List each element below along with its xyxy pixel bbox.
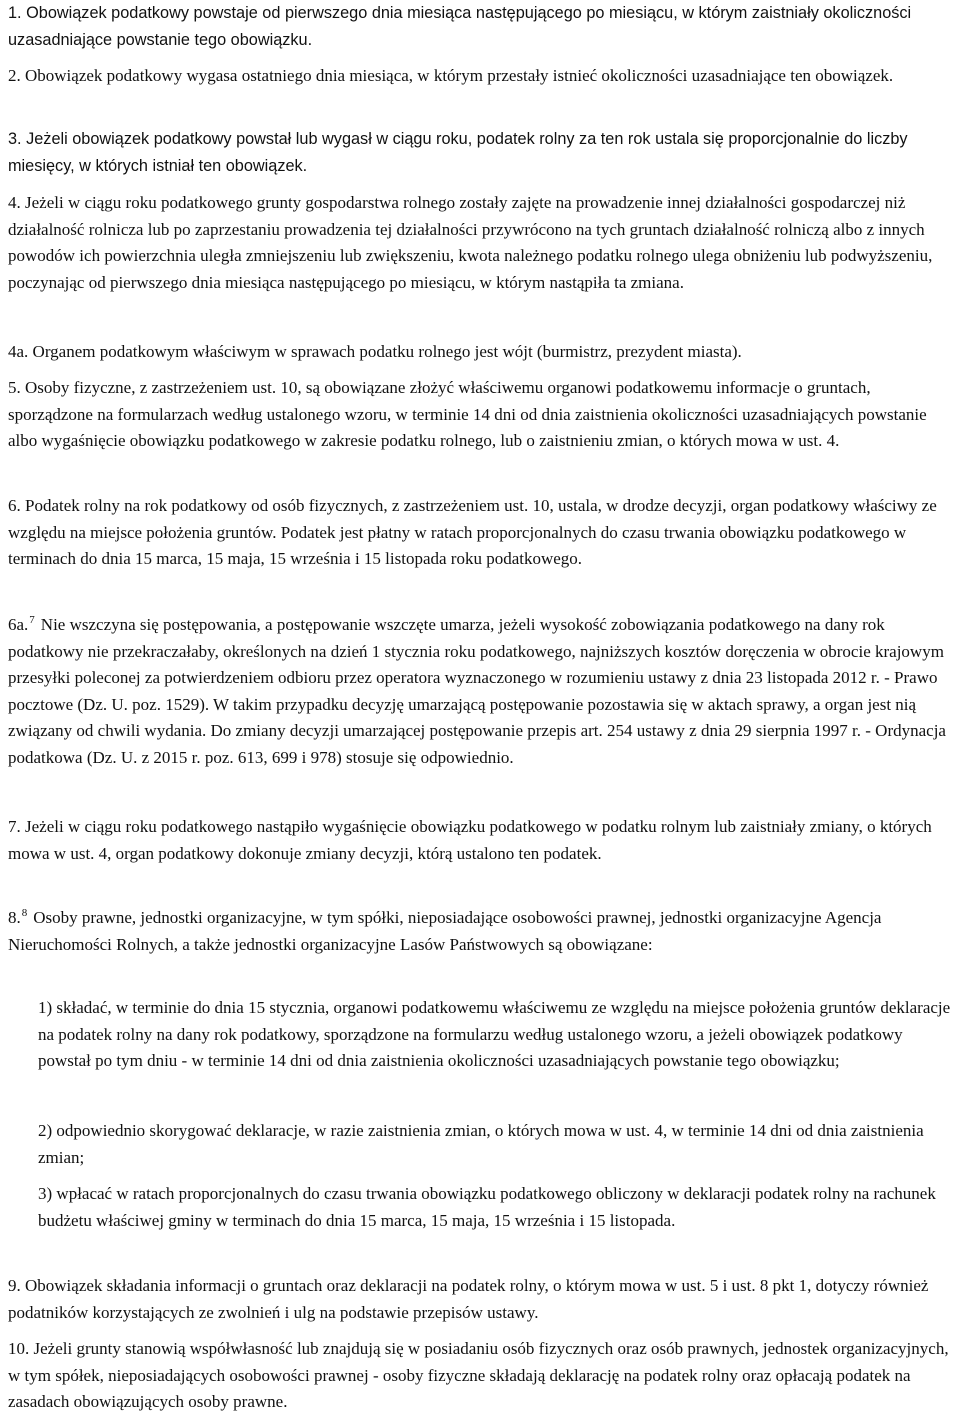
paragraph-4: 4. Jeżeli w ciągu roku podatkowego grunty gospodarstwa rolnego zostały zajęte na prowadzenie innej działalności gospodarczej niż działalność rolnicza lub po zaprzestaniu prowadzenia tej działalności przywrócono na tych gruntach działalność rolniczą albo z innych powodów ich powierzchnia uległa zmniejszeniu lub zwiększeniu, kwota należnego podatku rolnego ulega obniżeniu lub podwyższeniu, poczynając od pierwszego dnia miesiąca następującego po miesiącu, w którym nastąpiła ta zmiana.	[8, 193, 933, 292]
paragraph-6: 6. Podatek rolny na rok podatkowy od osób fizycznych, z zastrzeżeniem ust. 10, ustala, w drodze decyzji, organ podatkowy właściwy ze względu na miejsce położenia gruntów. Podatek jest płatny w ratach proporcjonalnych do czasu trwania obowiązku podatkowego w terminach do dnia 15 marca, 15 maja, 15 września i 15 listopada roku podatkowego.	[8, 496, 937, 568]
paragraph-6a-label: 6a.	[8, 615, 29, 634]
footnote-ref-8: 8	[21, 907, 28, 920]
paragraph-8-label: 8.	[8, 908, 21, 927]
paragraph-10: 10. Jeżeli grunty stanowią współwłasność lub znajdują się w posiadaniu osób fizycznych oraz osób prawnych, jednostek organizacyjnych, w tym spółek, nieposiadających osobowości prawnej - osoby fizyczne składają deklarację na podatek rolny oraz opłacają podatek na zasadach obowiązujących osoby prawne.	[8, 1339, 949, 1411]
list-item: 3) wpłacać w ratach proporcjonalnych do czasu trwania obowiązku podatkowego obliczony w deklaracji podatek rolny na rachunek budżetu właściwej gminy w terminach do dnia 15 marca, 15 maja, 15 września i 15 listopada.	[38, 1184, 936, 1230]
paragraph-6a-text: Nie wszczyna się postępowania, a postępowanie wszczęte umarza, jeżeli wysokość zobowiązania podatkowego na dany rok podatkowy nie przekraczałaby, określonych na dzień 1 stycznia roku podatkowego, najniższych kosztów doręczenia w obrocie krajowym przesyłki poleconej za potwierdzeniem odbioru przez operatora wyznaczonego w rozumieniu ustawy z dnia 23 listopada 2012 r. - Prawo pocztowe (Dz. U. poz. 1529). W takim przypadku decyzję umarzającą postępowanie pozostawia się w aktach sprawy, a organ jest nią związany od chwili wydania. Do zmiany decyzji umarzającej postępowanie przepis art. 254 ustawy z dnia 29 sierpnia 1997 r. - Ordynacja podatkowa (Dz. U. z 2015 r. poz. 613, 699 i 978) stosuje się odpowiednio.	[8, 615, 946, 767]
paragraph-3: 3. Jeżeli obowiązek podatkowy powstał lub wygasł w ciągu roku, podatek rolny za ten rok ustala się proporcjonalnie do liczby miesięcy, w których istniał ten obowiązek.	[8, 130, 908, 175]
paragraph-9: 9. Obowiązek składania informacji o gruntach oraz deklaracji na podatek rolny, o którym mowa w ust. 5 i ust. 8 pkt 1, dotyczy również podatników korzystających ze zwolnień i ulg na podstawie przepisów ustawy.	[8, 1276, 929, 1322]
paragraph-8-text: Osoby prawne, jednostki organizacyjne, w tym spółki, nieposiadające osobowości prawnej, jednostki organizacyjne Agencja Nieruchomości Rolnych, a także jednostki organizacyjne Lasów Państwowych są obowiązane:	[8, 908, 882, 954]
paragraph-8	[8, 905, 956, 958]
list-item: 2) odpowiednio skorygować deklaracje, w razie zaistnienia zmian, o których mowa w ust. 4, w terminie 14 dni od dnia zaistnienia zmian;	[38, 1121, 924, 1167]
paragraph-2: 2. Obowiązek podatkowy wygasa ostatniego dnia miesiąca, w którym przestały istnieć okoliczności uzasadniające ten obowiązek.	[8, 66, 894, 85]
list-item: 1) składać, w terminie do dnia 15 stycznia, organowi podatkowemu właściwemu ze względu na miejsce położenia gruntów deklaracje na podatek rolny na dany rok podatkowy, sporządzone na formularzu według ustalonego wzoru, a jeżeli obowiązek podatkowy powstał po tym dniu - w terminie 14 dni od dnia zaistnienia okoliczności uzasadniających powstanie tego obowiązku;	[38, 998, 951, 1070]
paragraph-5: 5. Osoby fizyczne, z zastrzeżeniem ust. 10, są obowiązane złożyć właściwemu organowi podatkowemu informacje o gruntach, sporządzone na formularzach według ustalonego wzoru, w terminie 14 dni od dnia zaistnienia okoliczności uzasadniających powstanie albo wygaśnięcie obowiązku podatkowego w zakresie podatku rolnego, lub o zaistnieniu zmian, o których mowa w ust. 4.	[8, 378, 927, 450]
paragraph-4a: 4a. Organem podatkowym właściwym w sprawach podatku rolnego jest wójt (burmistrz, prezydent miasta).	[8, 342, 742, 361]
footnote-ref-7: 7	[29, 614, 35, 627]
paragraph-7: 7. Jeżeli w ciągu roku podatkowego nastąpiło wygaśnięcie obowiązku podatkowego w podatku rolnym lub zaistniały zmiany, o których mowa w ust. 4, organ podatkowy dokonuje zmiany decyzji, którą ustalono ten podatek.	[8, 817, 932, 863]
paragraph-6a	[8, 612, 956, 771]
paragraph-1: 1. Obowiązek podatkowy powstaje od pierwszego dnia miesiąca następującego po miesiącu, w którym zaistniały okoliczności uzasadniające powstanie tego obowiązku.	[8, 4, 912, 49]
